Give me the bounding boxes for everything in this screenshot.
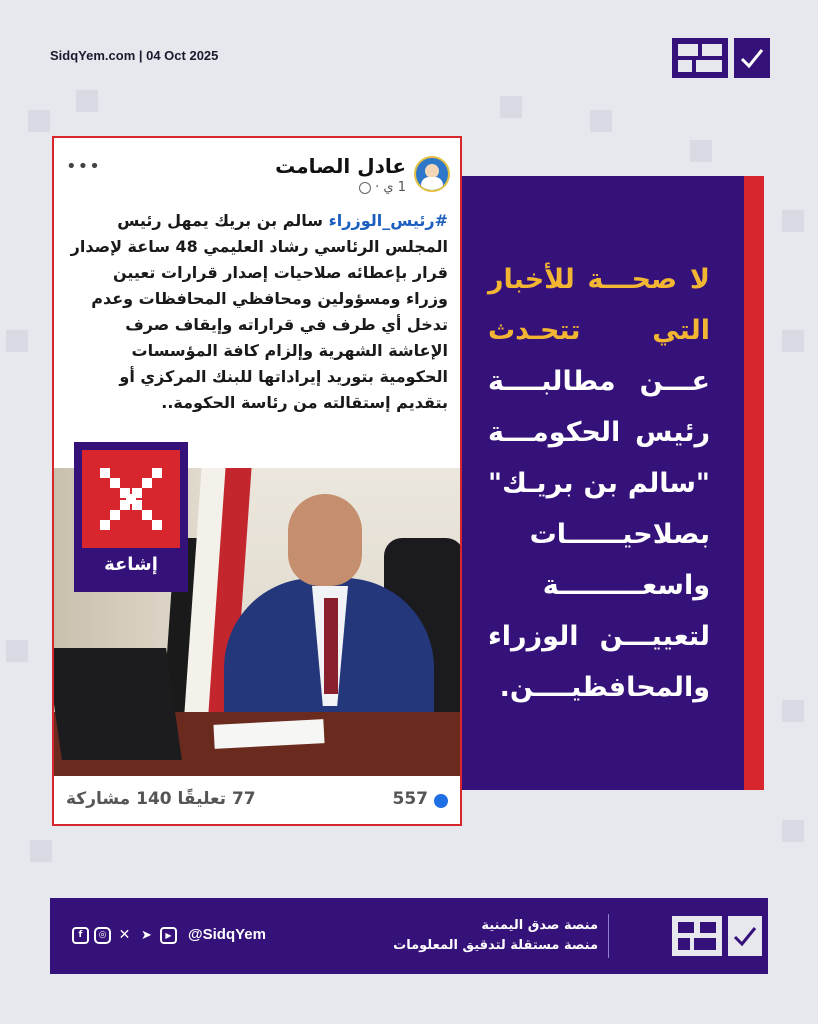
post-body: سالم بن بريك يمهل رئيس المجلس الرئاسي رشاد العليمي 48 ساعة لإصدار قرار بإعطائه صلاحيات إصدار قرارات تعيين وزراء ومسؤولين ومحافظي المحافظات وعدم تدخل أي طرف في قراراته وإيقاف صرف الإعاشة الشهرية وإلزام كافة المؤسسات الحكومية بتوريد إيراداتها للبنك المركزي أو بتقديم إستقالته من رئاسة الحكومة..: [70, 211, 448, 412]
claim-line-highlight: لا صحـــة للأخبار: [488, 264, 710, 295]
decor-pixel: [6, 640, 28, 662]
post-author-name[interactable]: عادل الصامت: [275, 154, 406, 178]
facebook-post-card: [52, 136, 462, 826]
claim-line: عـــن مطالبــــة: [488, 366, 710, 397]
more-options-icon[interactable]: •••: [66, 156, 101, 177]
decor-pixel: [782, 700, 804, 722]
rumor-x-icon: [82, 450, 180, 548]
like-icon[interactable]: [434, 794, 448, 808]
footer-divider: [608, 914, 609, 958]
decor-pixel: [500, 96, 522, 118]
facebook-icon[interactable]: f: [72, 927, 89, 944]
post-hashtag-link[interactable]: #رئيس_الوزراء: [328, 211, 448, 230]
photo-laptop: [54, 648, 182, 760]
decor-pixel: [28, 110, 50, 132]
post-time: 1 ي ·: [375, 180, 406, 195]
claim-line: واسعـــــــــة: [542, 570, 710, 601]
photo-person-tie: [324, 598, 338, 694]
sidqyem-logo-icon: [672, 38, 770, 78]
platform-name: منصة صدق اليمنية: [481, 918, 598, 933]
decor-pixel: [690, 140, 712, 162]
decor-pixel: [782, 210, 804, 232]
post-header: [54, 138, 460, 198]
rumor-label: إشاعة: [104, 554, 158, 575]
x-icon[interactable]: ✕: [118, 927, 131, 943]
social-icons: [72, 927, 177, 944]
youtube-icon[interactable]: ▶: [160, 927, 177, 944]
engagement-count[interactable]: 77 تعليقًا 140 مشاركة: [66, 789, 256, 809]
claim-line: والمحافظيــــن.: [499, 672, 710, 703]
rumor-badge: [74, 442, 188, 592]
post-body-text: [66, 208, 448, 416]
claim-line: رئيس الحكومـــة: [488, 417, 710, 448]
footer-bar: [50, 898, 768, 974]
decor-pixel: [782, 330, 804, 352]
decor-pixel: [6, 330, 28, 352]
claim-line: لتعييـــن الوزراء: [488, 621, 710, 652]
claim-line: "سالم بن بريـك": [488, 468, 710, 499]
decor-pixel: [782, 820, 804, 842]
like-count[interactable]: 557: [392, 789, 428, 809]
sidqyem-footer-logo-icon: [672, 914, 762, 958]
site-date-label: SidqYem.com | 04 Oct 2025: [50, 48, 219, 63]
telegram-icon[interactable]: ➤: [141, 928, 152, 943]
claim-text: [488, 254, 710, 713]
post-footer: [54, 776, 460, 824]
photo-person-head: [288, 494, 362, 586]
decor-pixel: [30, 840, 52, 862]
instagram-icon[interactable]: ◎: [94, 927, 111, 944]
avatar-body: [421, 177, 443, 191]
claim-line: بصلاحيــــــات: [529, 519, 710, 550]
globe-icon: [359, 182, 371, 194]
rumor-x-box: [82, 450, 180, 548]
decor-pixel: [76, 90, 98, 112]
decor-pixel: [590, 110, 612, 132]
platform-tagline: منصة مستقلة لتدقيق المعلومات: [393, 938, 598, 953]
avatar[interactable]: [414, 156, 450, 192]
avatar-face: [425, 164, 439, 178]
social-handle[interactable]: @SidqYem: [188, 926, 266, 943]
post-meta: [359, 180, 406, 195]
claim-line-highlight: التي تتحـدث: [488, 315, 710, 346]
